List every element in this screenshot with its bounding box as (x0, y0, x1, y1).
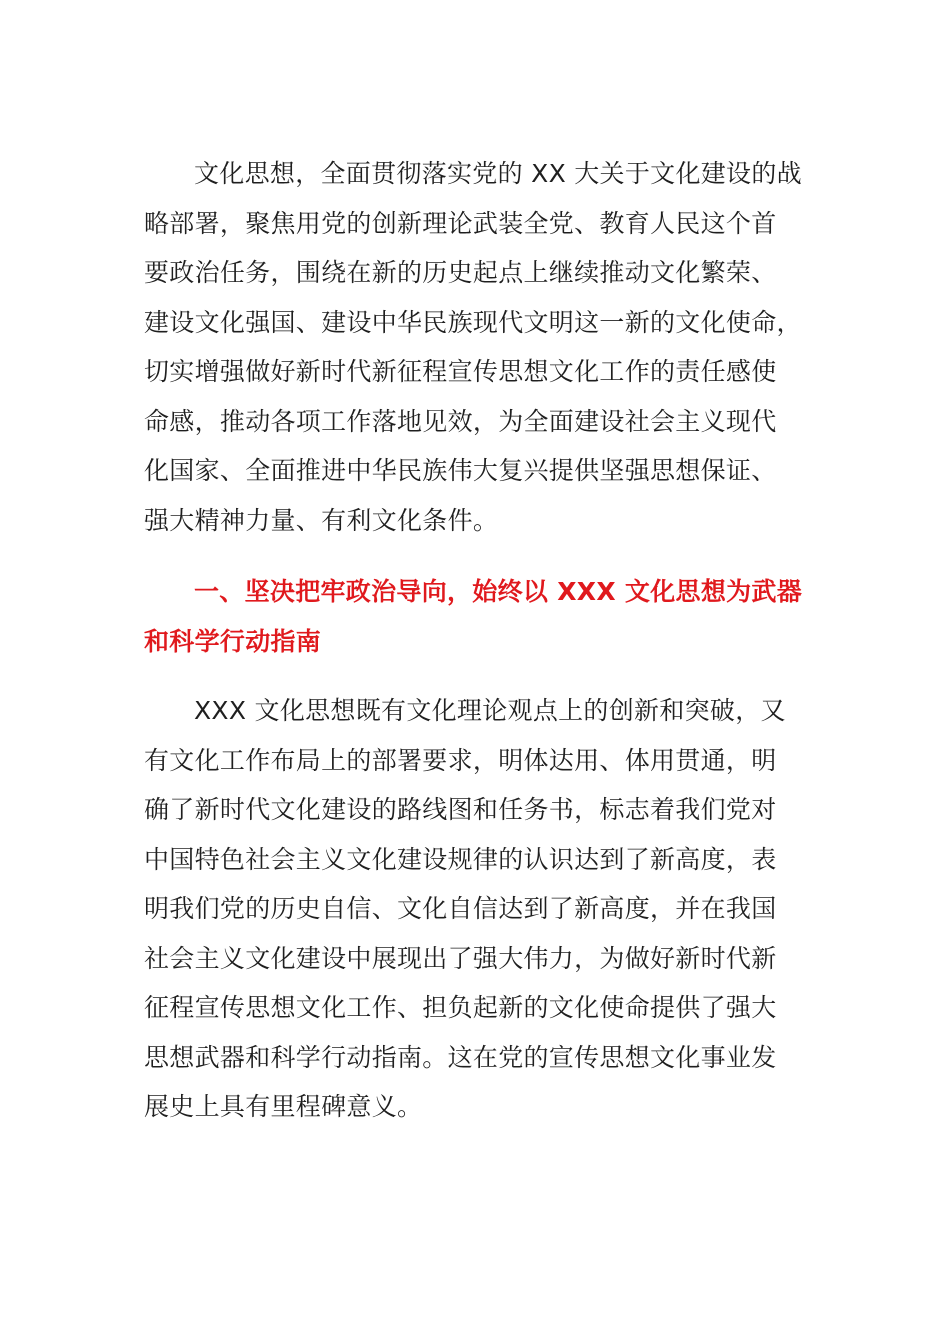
text-line: XXX 文化思想既有文化理论观点上的创新和突破，又 (194, 696, 786, 725)
body-paragraph-1 (144, 149, 806, 545)
text-line: 明我们党的历史自信、文化自信达到了新高度，并在我国 (144, 894, 777, 923)
text-line: 化国家、全面推进中华民族伟大复兴提供坚强思想保证、 (144, 456, 777, 485)
text-line: 确了新时代文化建设的路线图和任务书，标志着我们党对 (144, 795, 777, 824)
section-heading-1 (144, 567, 806, 666)
heading-line: 一、坚决把牢政治导向，始终以 XXX 文化思想为武器 (194, 577, 803, 606)
heading-line: 和科学行动指南 (144, 626, 322, 656)
body-paragraph-2 (144, 686, 806, 1132)
text-line: 强大精神力量、有利文化条件。 (144, 505, 499, 535)
text-line: 有文化工作布局上的部署要求，明体达用、体用贯通，明 (144, 745, 777, 775)
text-line: 建设文化强国、建设中华民族现代文明这一新的文化使命， (144, 307, 802, 337)
text-line: 文化思想，全面贯彻落实党的 XX 大关于文化建设的战 (194, 159, 802, 188)
paragraph-spacer (144, 545, 806, 567)
text-line: 命感，推动各项工作落地见效，为全面建设社会主义现代 (144, 406, 777, 436)
text-line: 思想武器和科学行动指南。这在党的宣传思想文化事业发 (144, 1042, 777, 1072)
paragraph-spacer (144, 666, 806, 686)
text-line: 社会主义文化建设中展现出了强大伟力，为做好新时代新 (144, 943, 777, 973)
text-line: 展史上具有里程碑意义。 (144, 1092, 423, 1121)
document-body (144, 149, 806, 1132)
text-line: 切实增强做好新时代新征程宣传思想文化工作的责任感使 (144, 357, 777, 386)
text-line: 中国特色社会主义文化建设规律的认识达到了新高度，表 (144, 844, 777, 874)
text-line: 略部署，聚焦用党的创新理论武装全党、教育人民这个首 (144, 208, 777, 238)
text-line: 征程宣传思想文化工作、担负起新的文化使命提供了强大 (144, 993, 777, 1022)
text-line: 要政治任务，围绕在新的历史起点上继续推动文化繁荣、 (144, 258, 777, 287)
